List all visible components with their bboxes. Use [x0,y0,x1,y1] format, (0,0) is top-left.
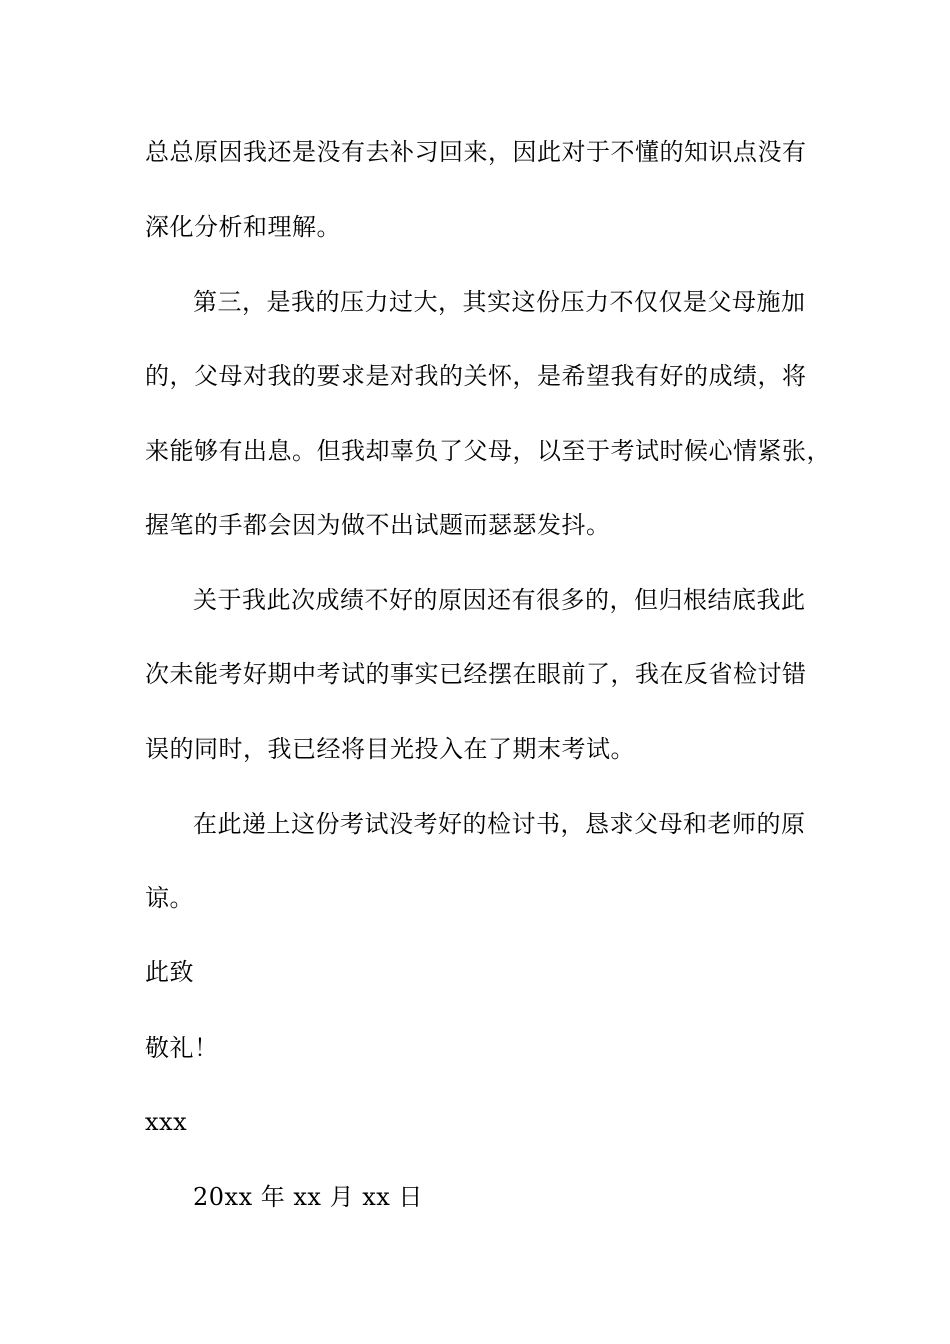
signature-date: 20xx 年 xx 月 xx 日 [193,1183,423,1211]
paragraph-line: 次未能考好期中考试的事实已经摆在眼前了，我在反省检讨错 [145,660,807,688]
closing-salutation: 此致 [145,958,194,986]
paragraph-line: 总总原因我还是没有去补习回来，因此对于不懂的知识点没有 [145,138,807,166]
paragraph-line: 握笔的手都会因为做不出试题而瑟瑟发抖。 [145,511,611,539]
paragraph-line: 深化分析和理解。 [145,213,341,241]
paragraph-line: 在此递上这份考试没考好的检讨书，恳求父母和老师的原 [193,810,806,838]
signature-name: xxx [145,1108,188,1136]
paragraph-line: 误的同时，我已经将目光投入在了期末考试。 [145,735,635,763]
paragraph-line: 谅。 [145,884,194,912]
paragraph-line: 第三，是我的压力过大，其实这份压力不仅仅是父母施加 [193,288,806,316]
closing-regards: 敬礼！ [145,1034,219,1062]
paragraph-line: 的，父母对我的要求是对我的关怀，是希望我有好的成绩，将 [145,362,807,390]
paragraph-line: 来能够有出息。但我却辜负了父母，以至于考试时候心情紧张， [145,437,831,465]
paragraph-line: 关于我此次成绩不好的原因还有很多的，但归根结底我此 [193,586,806,614]
